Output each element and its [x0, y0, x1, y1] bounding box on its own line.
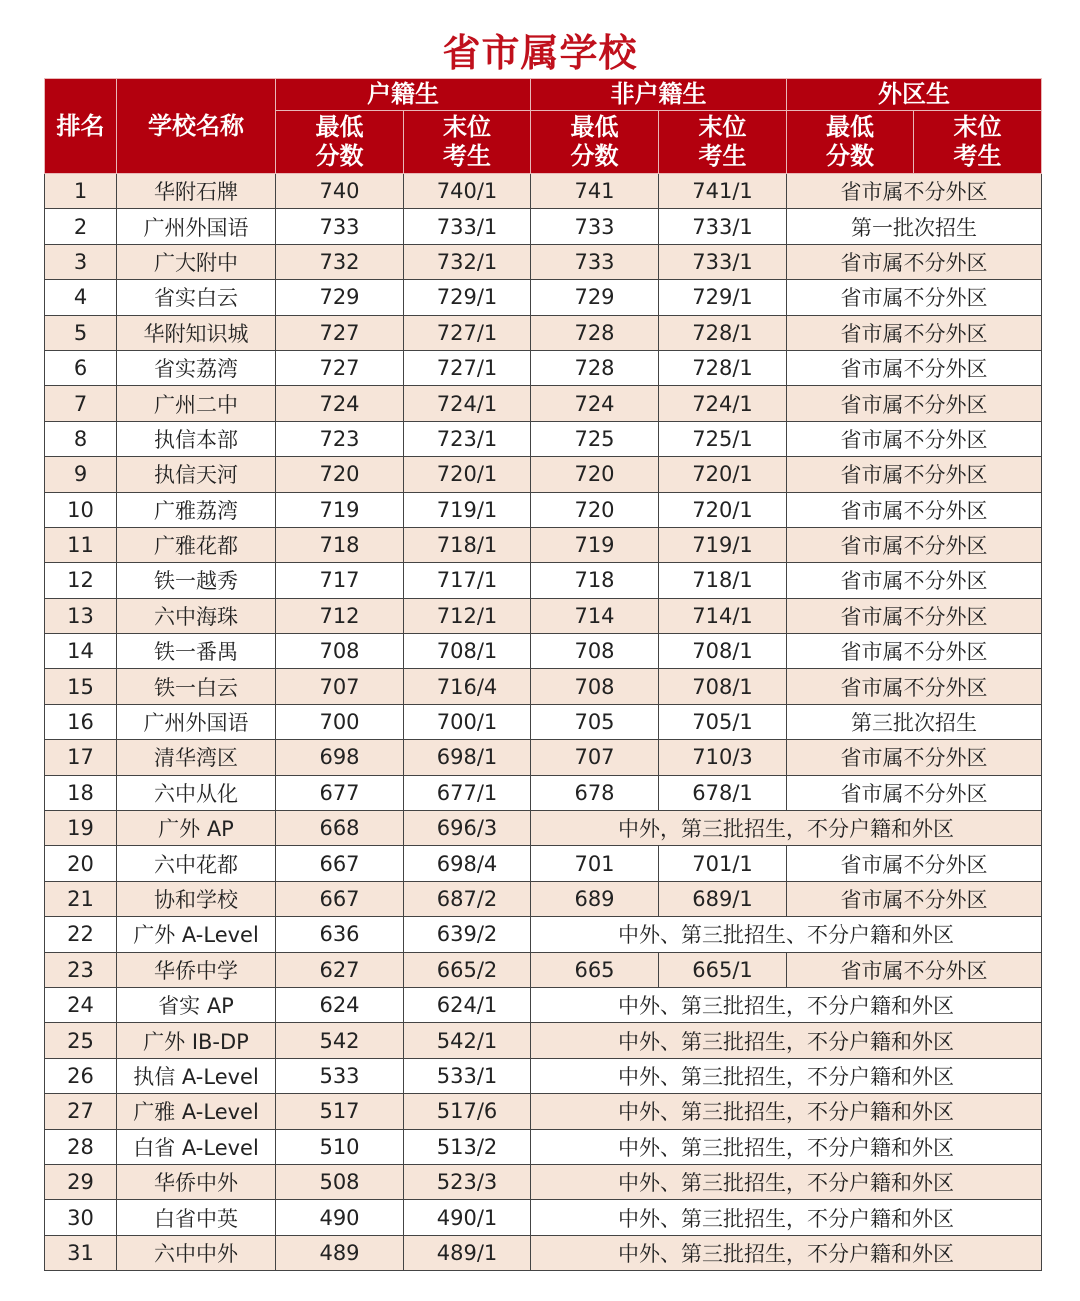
rank-cell: 30 — [45, 1200, 117, 1235]
rank-cell: 23 — [45, 952, 117, 987]
rank-cell: 5 — [45, 315, 117, 350]
table-header — [45, 79, 1042, 174]
table-row — [45, 244, 1042, 279]
school-name-cell: 六中海珠 — [117, 598, 276, 633]
merged-note-cell: 中外、第三批招生，不分户籍和外区 — [531, 1094, 1042, 1129]
non-hukou-last-rank-cell: 733/1 — [659, 209, 787, 244]
outside-note-cell: 省市属不分外区 — [787, 881, 1042, 916]
hukou-min-score-cell: 717 — [276, 563, 404, 598]
hukou-last-rank-cell: 513/2 — [404, 1129, 531, 1164]
table-row — [45, 1129, 1042, 1164]
rank-cell: 8 — [45, 421, 117, 456]
table-row — [45, 563, 1042, 598]
table-row — [45, 421, 1042, 456]
school-name-cell: 铁一白云 — [117, 669, 276, 704]
table-row — [45, 669, 1042, 704]
non-hukou-min-score-cell: 705 — [531, 704, 659, 739]
non-hukou-min-score-cell: 733 — [531, 209, 659, 244]
hukou-min-score-cell: 727 — [276, 315, 404, 350]
non-hukou-min-score-cell: 708 — [531, 634, 659, 669]
non-hukou-last-rank-cell: 714/1 — [659, 598, 787, 633]
merged-note-cell: 中外、第三批招生，不分户籍和外区 — [531, 1129, 1042, 1164]
hukou-min-score-cell: 677 — [276, 775, 404, 810]
table-row — [45, 1023, 1042, 1058]
outside-note-cell: 省市属不分外区 — [787, 669, 1042, 704]
hukou-last-rank-cell: 733/1 — [404, 209, 531, 244]
non-hukou-last-rank-cell: 724/1 — [659, 386, 787, 421]
table-row — [45, 527, 1042, 562]
hukou-min-score-cell: 740 — [276, 174, 404, 209]
merged-note-cell: 中外、第三批招生，不分户籍和外区 — [531, 1164, 1042, 1199]
table-row — [45, 1094, 1042, 1129]
hukou-last-rank-cell: 517/6 — [404, 1094, 531, 1129]
non-hukou-min-score-cell: 720 — [531, 457, 659, 492]
rank-cell: 18 — [45, 775, 117, 810]
hukou-last-rank-cell: 723/1 — [404, 421, 531, 456]
outside-note-cell: 省市属不分外区 — [787, 174, 1042, 209]
hukou-min-score-cell: 508 — [276, 1164, 404, 1199]
non-hukou-min-score-cell: 733 — [531, 244, 659, 279]
table-row — [45, 1200, 1042, 1235]
hukou-min-score-cell: 727 — [276, 350, 404, 385]
rank-cell: 3 — [45, 244, 117, 279]
school-name-cell: 省实 AP — [117, 987, 276, 1022]
hukou-last-rank-cell: 719/1 — [404, 492, 531, 527]
merged-note-cell: 中外、第三批招生，不分户籍和外区 — [531, 1200, 1042, 1235]
school-name-cell: 广外 AP — [117, 811, 276, 846]
rank-cell: 27 — [45, 1094, 117, 1129]
school-name-cell: 广雅 A-Level — [117, 1094, 276, 1129]
header-group-outside: 外区生 — [787, 79, 1042, 111]
school-name-cell: 铁一番禺 — [117, 634, 276, 669]
school-name-cell: 协和学校 — [117, 881, 276, 916]
table-row — [45, 492, 1042, 527]
outside-note-cell: 省市属不分外区 — [787, 563, 1042, 598]
hukou-last-rank-cell: 639/2 — [404, 917, 531, 952]
non-hukou-min-score-cell: 707 — [531, 740, 659, 775]
non-hukou-last-rank-cell: 701/1 — [659, 846, 787, 881]
hukou-min-score-cell: 667 — [276, 881, 404, 916]
school-name-cell: 六中中外 — [117, 1235, 276, 1270]
school-name-cell: 铁一越秀 — [117, 563, 276, 598]
rank-cell: 31 — [45, 1235, 117, 1270]
header-group-non-hukou: 非户籍生 — [531, 79, 787, 111]
rank-cell: 7 — [45, 386, 117, 421]
outside-note-cell: 省市属不分外区 — [787, 280, 1042, 315]
hukou-min-score-cell: 510 — [276, 1129, 404, 1164]
hukou-min-score-cell: 707 — [276, 669, 404, 704]
non-hukou-min-score-cell: 718 — [531, 563, 659, 598]
non-hukou-min-score-cell: 724 — [531, 386, 659, 421]
school-name-cell: 华侨中外 — [117, 1164, 276, 1199]
hukou-min-score-cell: 533 — [276, 1058, 404, 1093]
outside-note-cell: 省市属不分外区 — [787, 527, 1042, 562]
school-name-cell: 省实白云 — [117, 280, 276, 315]
non-hukou-min-score-cell: 689 — [531, 881, 659, 916]
outside-note-cell: 省市属不分外区 — [787, 350, 1042, 385]
non-hukou-min-score-cell: 741 — [531, 174, 659, 209]
rank-cell: 12 — [45, 563, 117, 598]
school-name-cell: 六中从化 — [117, 775, 276, 810]
hukou-min-score-cell: 667 — [276, 846, 404, 881]
non-hukou-last-rank-cell: 710/3 — [659, 740, 787, 775]
header-last-rank: 末位 考生 — [914, 111, 1042, 174]
rank-cell: 28 — [45, 1129, 117, 1164]
hukou-last-rank-cell: 727/1 — [404, 350, 531, 385]
outside-note-cell: 省市属不分外区 — [787, 457, 1042, 492]
outside-note-cell: 省市属不分外区 — [787, 598, 1042, 633]
school-name-cell: 广外 A-Level — [117, 917, 276, 952]
hukou-last-rank-cell: 740/1 — [404, 174, 531, 209]
school-name-cell: 清华湾区 — [117, 740, 276, 775]
hukou-last-rank-cell: 716/4 — [404, 669, 531, 704]
outside-note-cell: 省市属不分外区 — [787, 386, 1042, 421]
table-body — [45, 174, 1042, 1271]
hukou-min-score-cell: 517 — [276, 1094, 404, 1129]
hukou-last-rank-cell: 698/1 — [404, 740, 531, 775]
non-hukou-min-score-cell: 720 — [531, 492, 659, 527]
school-name-cell: 广雅花都 — [117, 527, 276, 562]
merged-note-cell: 中外、第三批招生，不分户籍和外区 — [531, 987, 1042, 1022]
hukou-min-score-cell: 719 — [276, 492, 404, 527]
non-hukou-last-rank-cell: 708/1 — [659, 634, 787, 669]
hukou-last-rank-cell: 677/1 — [404, 775, 531, 810]
rank-cell: 16 — [45, 704, 117, 739]
hukou-min-score-cell: 700 — [276, 704, 404, 739]
table-row — [45, 598, 1042, 633]
school-name-cell: 执信天河 — [117, 457, 276, 492]
rank-cell: 26 — [45, 1058, 117, 1093]
merged-note-cell: 中外、第三批招生，不分户籍和外区 — [531, 1235, 1042, 1270]
hukou-min-score-cell: 542 — [276, 1023, 404, 1058]
school-name-cell: 执信 A-Level — [117, 1058, 276, 1093]
rank-cell: 1 — [45, 174, 117, 209]
non-hukou-last-rank-cell: 719/1 — [659, 527, 787, 562]
non-hukou-last-rank-cell: 741/1 — [659, 174, 787, 209]
hukou-last-rank-cell: 720/1 — [404, 457, 531, 492]
hukou-last-rank-cell: 729/1 — [404, 280, 531, 315]
school-name-cell: 华附知识城 — [117, 315, 276, 350]
outside-note-cell: 省市属不分外区 — [787, 421, 1042, 456]
non-hukou-last-rank-cell: 705/1 — [659, 704, 787, 739]
non-hukou-min-score-cell: 729 — [531, 280, 659, 315]
hukou-last-rank-cell: 708/1 — [404, 634, 531, 669]
merged-note-cell: 中外、第三批招生，不分户籍和外区 — [531, 1023, 1042, 1058]
hukou-last-rank-cell: 698/4 — [404, 846, 531, 881]
non-hukou-min-score-cell: 728 — [531, 315, 659, 350]
merged-note-cell: 中外、第三批招生，不分户籍和外区 — [531, 1058, 1042, 1093]
hukou-last-rank-cell: 712/1 — [404, 598, 531, 633]
outside-note-cell: 省市属不分外区 — [787, 315, 1042, 350]
header-last-rank: 末位 考生 — [659, 111, 787, 174]
school-name-cell: 执信本部 — [117, 421, 276, 456]
hukou-min-score-cell: 723 — [276, 421, 404, 456]
header-school: 学校名称 — [117, 79, 276, 174]
non-hukou-last-rank-cell: 720/1 — [659, 457, 787, 492]
rank-cell: 4 — [45, 280, 117, 315]
header-last-rank: 末位 考生 — [404, 111, 531, 174]
non-hukou-last-rank-cell: 728/1 — [659, 350, 787, 385]
non-hukou-last-rank-cell: 725/1 — [659, 421, 787, 456]
hukou-min-score-cell: 720 — [276, 457, 404, 492]
non-hukou-last-rank-cell: 733/1 — [659, 244, 787, 279]
outside-note-cell: 省市属不分外区 — [787, 952, 1042, 987]
rank-cell: 24 — [45, 987, 117, 1022]
non-hukou-last-rank-cell: 720/1 — [659, 492, 787, 527]
hukou-min-score-cell: 733 — [276, 209, 404, 244]
hukou-min-score-cell: 489 — [276, 1235, 404, 1270]
hukou-min-score-cell: 729 — [276, 280, 404, 315]
rank-cell: 9 — [45, 457, 117, 492]
table-row — [45, 457, 1042, 492]
header-rank: 排名 — [45, 79, 117, 174]
table-row — [45, 917, 1042, 952]
hukou-last-rank-cell: 687/2 — [404, 881, 531, 916]
hukou-last-rank-cell: 624/1 — [404, 987, 531, 1022]
hukou-min-score-cell: 732 — [276, 244, 404, 279]
outside-note-cell: 省市属不分外区 — [787, 244, 1042, 279]
hukou-last-rank-cell: 717/1 — [404, 563, 531, 598]
hukou-min-score-cell: 624 — [276, 987, 404, 1022]
rank-cell: 17 — [45, 740, 117, 775]
merged-note-cell: 中外、第三批招生、不分户籍和外区 — [531, 917, 1042, 952]
non-hukou-last-rank-cell: 689/1 — [659, 881, 787, 916]
hukou-last-rank-cell: 542/1 — [404, 1023, 531, 1058]
rank-cell: 15 — [45, 669, 117, 704]
hukou-last-rank-cell: 696/3 — [404, 811, 531, 846]
non-hukou-last-rank-cell: 729/1 — [659, 280, 787, 315]
hukou-min-score-cell: 698 — [276, 740, 404, 775]
rank-cell: 10 — [45, 492, 117, 527]
hukou-last-rank-cell: 724/1 — [404, 386, 531, 421]
table-row — [45, 209, 1042, 244]
non-hukou-last-rank-cell: 718/1 — [659, 563, 787, 598]
school-name-cell: 广雅荔湾 — [117, 492, 276, 527]
table-row — [45, 386, 1042, 421]
hukou-min-score-cell: 724 — [276, 386, 404, 421]
table-row — [45, 740, 1042, 775]
school-name-cell: 广州外国语 — [117, 209, 276, 244]
table-row — [45, 1164, 1042, 1199]
table-row — [45, 881, 1042, 916]
table-row — [45, 846, 1042, 881]
outside-note-cell: 省市属不分外区 — [787, 634, 1042, 669]
non-hukou-min-score-cell: 665 — [531, 952, 659, 987]
hukou-last-rank-cell: 489/1 — [404, 1235, 531, 1270]
header-min-score: 最低 分数 — [276, 111, 404, 174]
rank-cell: 21 — [45, 881, 117, 916]
outside-note-cell: 省市属不分外区 — [787, 492, 1042, 527]
hukou-last-rank-cell: 523/3 — [404, 1164, 531, 1199]
outside-note-cell: 省市属不分外区 — [787, 740, 1042, 775]
hukou-min-score-cell: 490 — [276, 1200, 404, 1235]
non-hukou-min-score-cell: 728 — [531, 350, 659, 385]
rank-cell: 25 — [45, 1023, 117, 1058]
rank-cell: 22 — [45, 917, 117, 952]
table-row — [45, 775, 1042, 810]
hukou-last-rank-cell: 700/1 — [404, 704, 531, 739]
non-hukou-last-rank-cell: 728/1 — [659, 315, 787, 350]
table-row — [45, 1058, 1042, 1093]
school-name-cell: 华附石牌 — [117, 174, 276, 209]
school-name-cell: 白省 A-Level — [117, 1129, 276, 1164]
hukou-last-rank-cell: 490/1 — [404, 1200, 531, 1235]
header-min-score: 最低 分数 — [787, 111, 914, 174]
non-hukou-last-rank-cell: 708/1 — [659, 669, 787, 704]
rank-cell: 2 — [45, 209, 117, 244]
hukou-last-rank-cell: 665/2 — [404, 952, 531, 987]
rank-cell: 29 — [45, 1164, 117, 1199]
school-name-cell: 六中花都 — [117, 846, 276, 881]
hukou-min-score-cell: 636 — [276, 917, 404, 952]
non-hukou-last-rank-cell: 665/1 — [659, 952, 787, 987]
rank-cell: 20 — [45, 846, 117, 881]
header-group-hukou: 户籍生 — [276, 79, 531, 111]
rank-cell: 11 — [45, 527, 117, 562]
non-hukou-min-score-cell: 719 — [531, 527, 659, 562]
table-row — [45, 280, 1042, 315]
outside-note-cell: 第三批次招生 — [787, 704, 1042, 739]
school-name-cell: 广州二中 — [117, 386, 276, 421]
hukou-min-score-cell: 708 — [276, 634, 404, 669]
outside-note-cell: 省市属不分外区 — [787, 775, 1042, 810]
hukou-last-rank-cell: 727/1 — [404, 315, 531, 350]
table-row — [45, 704, 1042, 739]
rank-cell: 14 — [45, 634, 117, 669]
rank-cell: 13 — [45, 598, 117, 633]
table-row — [45, 174, 1042, 209]
non-hukou-min-score-cell: 714 — [531, 598, 659, 633]
table-row — [45, 350, 1042, 385]
hukou-last-rank-cell: 732/1 — [404, 244, 531, 279]
non-hukou-min-score-cell: 708 — [531, 669, 659, 704]
school-name-cell: 广大附中 — [117, 244, 276, 279]
non-hukou-min-score-cell: 701 — [531, 846, 659, 881]
hukou-min-score-cell: 718 — [276, 527, 404, 562]
page-title: 省市属学校 — [442, 31, 638, 75]
hukou-min-score-cell: 668 — [276, 811, 404, 846]
school-name-cell: 华侨中学 — [117, 952, 276, 987]
rank-cell: 6 — [45, 350, 117, 385]
outside-note-cell: 省市属不分外区 — [787, 846, 1042, 881]
header-min-score: 最低 分数 — [531, 111, 659, 174]
non-hukou-last-rank-cell: 678/1 — [659, 775, 787, 810]
merged-note-cell: 中外，第三批招生，不分户籍和外区 — [531, 811, 1042, 846]
table-row — [45, 952, 1042, 987]
school-name-cell: 广州外国语 — [117, 704, 276, 739]
table-row — [45, 315, 1042, 350]
hukou-last-rank-cell: 718/1 — [404, 527, 531, 562]
school-name-cell: 广外 IB-DP — [117, 1023, 276, 1058]
table-row — [45, 634, 1042, 669]
non-hukou-min-score-cell: 725 — [531, 421, 659, 456]
non-hukou-min-score-cell: 678 — [531, 775, 659, 810]
hukou-min-score-cell: 712 — [276, 598, 404, 633]
score-table — [44, 78, 1042, 1271]
hukou-last-rank-cell: 533/1 — [404, 1058, 531, 1093]
table-row — [45, 987, 1042, 1022]
rank-cell: 19 — [45, 811, 117, 846]
hukou-min-score-cell: 627 — [276, 952, 404, 987]
school-name-cell: 省实荔湾 — [117, 350, 276, 385]
table-row — [45, 1235, 1042, 1270]
school-name-cell: 白省中英 — [117, 1200, 276, 1235]
outside-note-cell: 第一批次招生 — [787, 209, 1042, 244]
table-row — [45, 811, 1042, 846]
